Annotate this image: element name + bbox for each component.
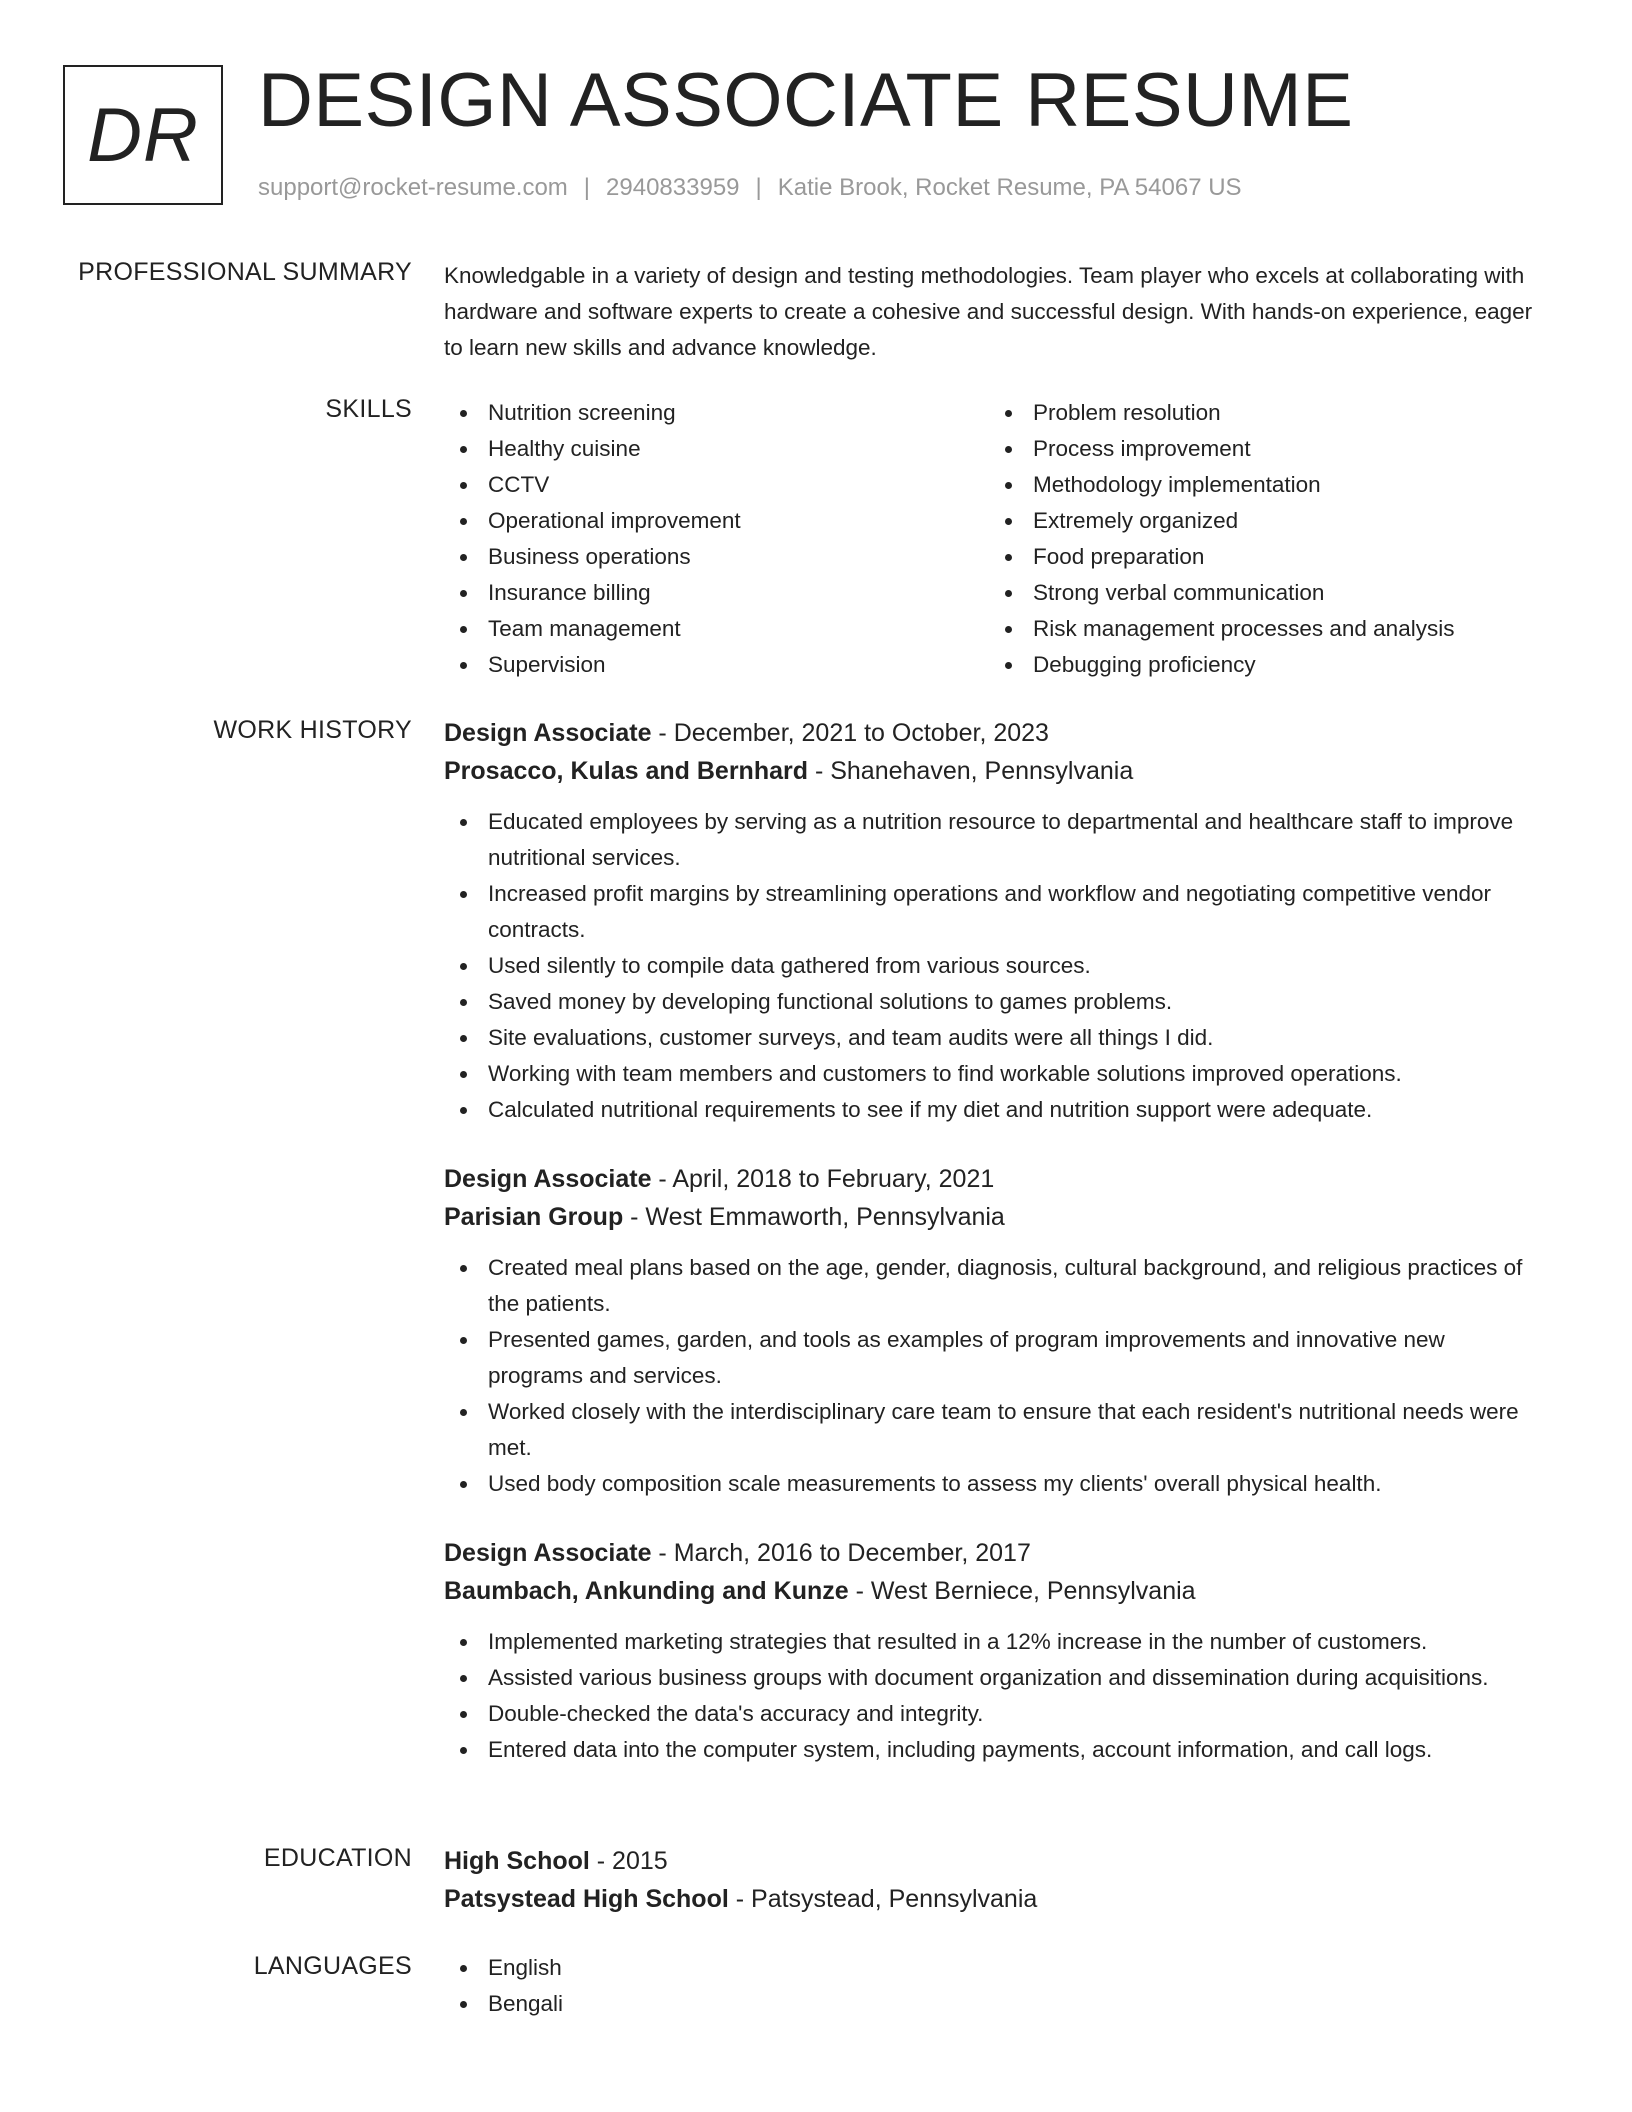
section-label-languages: LANGUAGES [253, 1952, 412, 1980]
job-bullet: Educated employees by serving as a nutrition resource to departmental and healthcare staff to improve nutritional services. [444, 804, 1534, 876]
contact-email[interactable]: support@rocket-resume.com [258, 174, 568, 201]
job-bullet: Used silently to compile data gathered from various sources. [444, 948, 1534, 984]
skill-item: CCTV [444, 467, 989, 503]
job-company: Parisian Group [444, 1203, 624, 1231]
skills-list-right [989, 395, 1534, 683]
job-company-line [444, 752, 1534, 790]
job-entry [444, 1534, 1534, 1768]
skill-item: Nutrition screening [444, 395, 989, 431]
job-bullet: Worked closely with the interdisciplinary care team to ensure that each resident's nutritional needs were met. [444, 1394, 1534, 1466]
skill-item: Risk management processes and analysis [989, 611, 1534, 647]
skill-item: Methodology implementation [989, 467, 1534, 503]
job-dates: - March, 2016 to December, 2017 [651, 1539, 1031, 1567]
languages-body [444, 1950, 1534, 2022]
job-location: - Shanehaven, Pennsylvania [808, 757, 1134, 785]
job-bullet: Implemented marketing strategies that resulted in a 12% increase in the number of customers. [444, 1624, 1534, 1660]
skill-item: Healthy cuisine [444, 431, 989, 467]
language-item: English [444, 1950, 1534, 1986]
skill-item: Extremely organized [989, 503, 1534, 539]
work-history-body [444, 714, 1534, 1800]
job-bullets [444, 1624, 1534, 1768]
education-school: Patsystead High School [444, 1885, 729, 1913]
languages-list [444, 1950, 1534, 2022]
job-bullet: Working with team members and customers to find workable solutions improved operations. [444, 1056, 1534, 1092]
job-dates: - December, 2021 to October, 2023 [651, 719, 1049, 747]
job-company-line [444, 1572, 1534, 1610]
skill-item: Operational improvement [444, 503, 989, 539]
section-label-education: EDUCATION [263, 1844, 412, 1872]
education-degree-line [444, 1842, 1534, 1880]
job-bullet: Site evaluations, customer surveys, and team audits were all things I did. [444, 1020, 1534, 1056]
job-entry [444, 714, 1534, 1128]
skill-item: Process improvement [989, 431, 1534, 467]
skills-list-left [444, 395, 989, 683]
skill-item: Strong verbal communication [989, 575, 1534, 611]
education-body [444, 1842, 1534, 1918]
job-location: - West Emmaworth, Pennsylvania [623, 1203, 1005, 1231]
job-bullet: Increased profit margins by streamlining operations and workflow and negotiating competitive vendor contracts. [444, 876, 1534, 948]
contact-separator: | [755, 174, 762, 201]
section-label-summary: PROFESSIONAL SUMMARY [78, 258, 412, 286]
job-bullets [444, 1250, 1534, 1502]
contact-line [258, 174, 1242, 202]
job-bullet: Saved money by developing functional solutions to games problems. [444, 984, 1534, 1020]
contact-phone[interactable]: 2940833959 [606, 174, 740, 201]
contact-separator: | [583, 174, 591, 201]
job-title: Design Associate [444, 1165, 652, 1193]
job-bullet: Entered data into the computer system, including payments, account information, and call logs. [444, 1732, 1534, 1768]
job-bullet: Assisted various business groups with document organization and dissemination during acquisitions. [444, 1660, 1534, 1696]
job-bullet: Presented games, garden, and tools as examples of program improvements and innovative new programs and services. [444, 1322, 1534, 1394]
job-title: Design Associate [444, 1539, 652, 1567]
section-label-work: WORK HISTORY [213, 716, 412, 744]
job-dates: - April, 2018 to February, 2021 [651, 1165, 995, 1193]
education-location: - Patsystead, Pennsylvania [728, 1885, 1038, 1913]
job-bullet: Calculated nutritional requirements to see if my diet and nutrition support were adequate. [444, 1092, 1534, 1128]
skill-item: Debugging proficiency [989, 647, 1534, 683]
job-bullet: Created meal plans based on the age, gender, diagnosis, cultural background, and religious practices of the patients. [444, 1250, 1534, 1322]
job-company: Prosacco, Kulas and Bernhard [444, 757, 809, 785]
skill-item: Business operations [444, 539, 989, 575]
language-item: Bengali [444, 1986, 1534, 2022]
job-bullets [444, 804, 1534, 1128]
resume-title: DESIGN ASSOCIATE RESUME [258, 58, 1354, 143]
job-title-line [444, 714, 1534, 752]
monogram-logo [63, 65, 223, 205]
job-title: Design Associate [444, 719, 652, 747]
skill-item: Food preparation [989, 539, 1534, 575]
skills-columns [444, 395, 1534, 683]
job-title-line [444, 1160, 1534, 1198]
job-location: - West Berniece, Pennsylvania [848, 1577, 1196, 1605]
skill-item: Team management [444, 611, 989, 647]
job-bullet: Used body composition scale measurements to assess my clients' overall physical health. [444, 1466, 1534, 1502]
education-degree: High School [444, 1847, 590, 1875]
job-company-line [444, 1198, 1534, 1236]
section-label-skills: SKILLS [325, 395, 412, 423]
job-bullet: Double-checked the data's accuracy and integrity. [444, 1696, 1534, 1732]
skill-item: Supervision [444, 647, 989, 683]
education-year: - 2015 [589, 1847, 668, 1875]
initials: DR [87, 92, 199, 178]
skill-item: Insurance billing [444, 575, 989, 611]
job-company: Baumbach, Ankunding and Kunze [444, 1577, 849, 1605]
job-entry [444, 1160, 1534, 1502]
contact-address: Katie Brook, Rocket Resume, PA 54067 US [777, 174, 1242, 201]
education-school-line [444, 1880, 1534, 1918]
summary-text: Knowledgable in a variety of design and testing methodologies. Team player who excels at collaborating with hardware and software experts to create a cohesive and successful design. With hands-on experience, eager to learn new skills and advance knowledge. [444, 263, 1533, 360]
skill-item: Problem resolution [989, 395, 1534, 431]
job-title-line [444, 1534, 1534, 1572]
